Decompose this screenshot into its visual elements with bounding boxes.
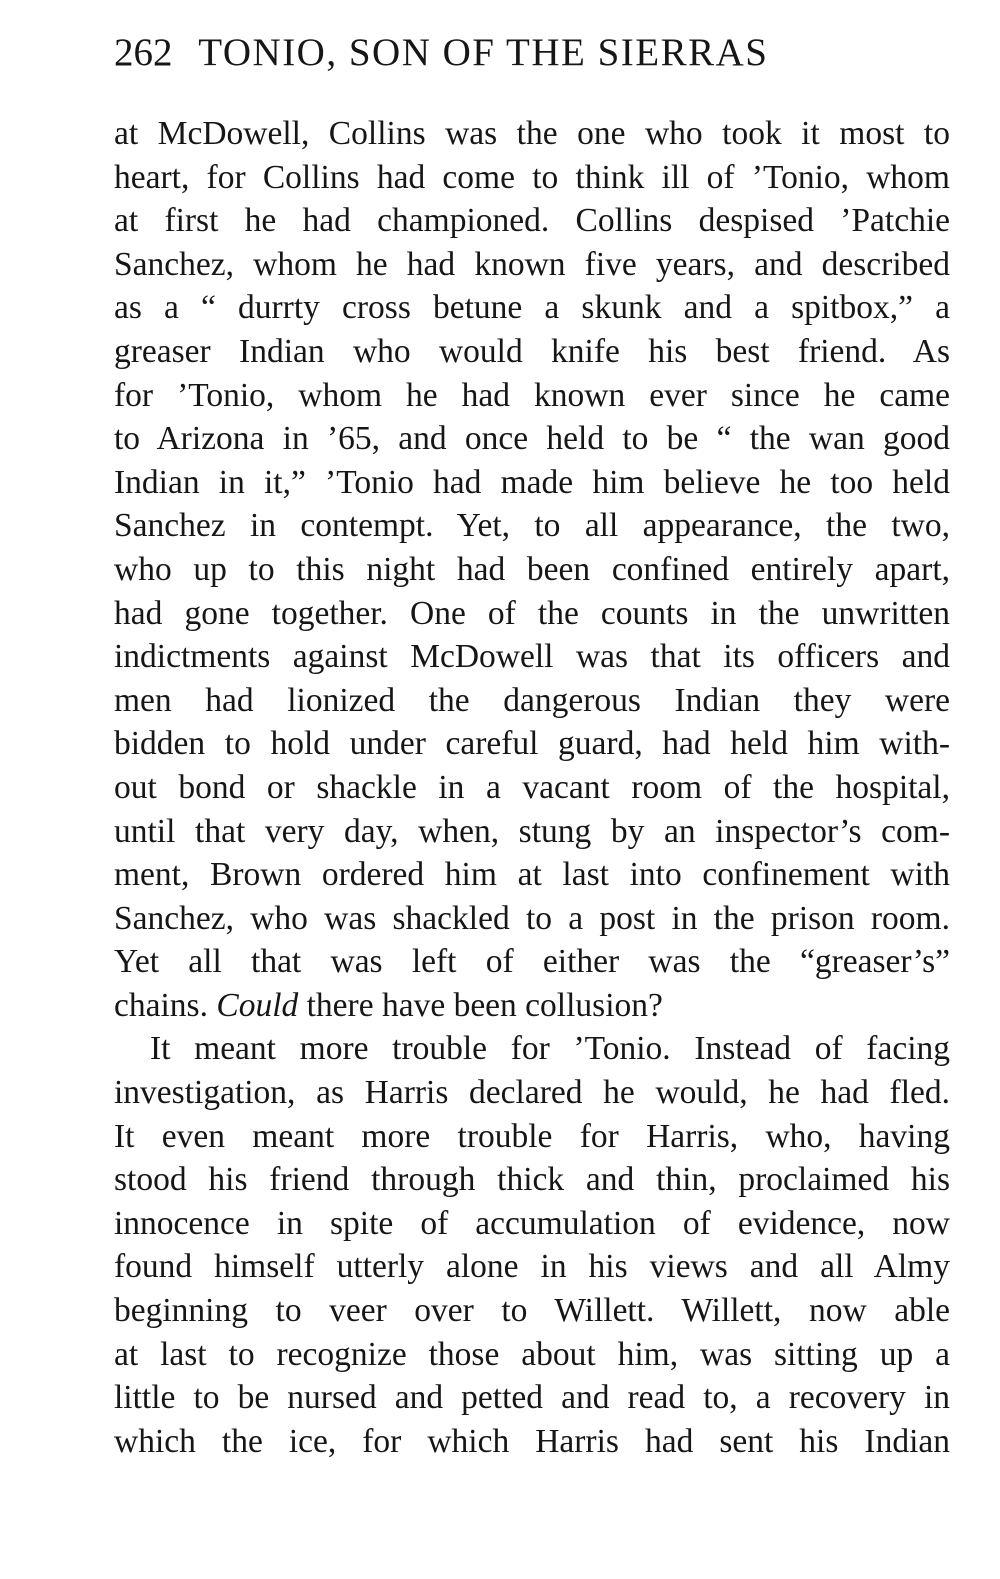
text-line: bidden to hold under careful guard, had held him with-	[114, 725, 950, 763]
text-line: beginning to veer over to Willett. Willett, now able	[114, 1292, 950, 1330]
text-line: stood his friend through thick and thin, proclaimed his	[114, 1161, 950, 1199]
text-line: It meant more trouble for ’Tonio. Instead of facing	[150, 1030, 950, 1068]
text-line: indictments against McDowell was that its officers and	[114, 638, 950, 676]
running-head: TONIO, SON OF THE SIERRAS	[198, 31, 769, 74]
text-line: which the ice, for which Harris had sent his Indian	[114, 1422, 950, 1460]
text-line: out bond or shackle in a vacant room of the hospital,	[114, 768, 950, 806]
page-number: 262	[114, 31, 173, 74]
text-line: at first he had championed. Collins despised ’Patchie	[114, 202, 950, 240]
text-line: to Arizona in ’65, and once held to be “ the wan good	[114, 420, 950, 458]
emphasized-word: Could	[216, 986, 299, 1024]
page-header	[114, 28, 874, 78]
paragraph-2	[114, 1027, 950, 1463]
paragraph-final-line	[114, 984, 950, 1028]
text-line: investigation, as Harris declared he would, he had fled.	[114, 1074, 950, 1112]
text-line: Sanchez, who was shackled to a post in the prison room.	[114, 899, 950, 937]
text-line: had gone together. One of the counts in the unwritten	[114, 594, 950, 632]
text-line: little to be nursed and petted and read to, a recovery in	[114, 1379, 950, 1417]
text-line: found himself utterly alone in his views and all Almy	[114, 1248, 950, 1286]
body-text	[114, 112, 950, 1463]
text-line: ment, Brown ordered him at last into confinement with	[114, 856, 950, 894]
text-line: heart, for Collins had come to think ill of ’Tonio, whom	[114, 158, 950, 196]
text-line: at last to recognize those about him, was sitting up a	[114, 1335, 950, 1373]
text-line: Sanchez, whom he had known five years, and described	[114, 245, 950, 283]
text-segment: chains.	[114, 986, 217, 1024]
text-line: men had lionized the dangerous Indian they were	[114, 681, 950, 719]
text-segment: there have been collusion?	[298, 986, 663, 1024]
text-line: Yet all that was left of either was the “greaser’s”	[114, 943, 950, 981]
text-line: It even meant more trouble for Harris, who, having	[114, 1117, 950, 1155]
text-line: innocence in spite of accumulation of evidence, now	[114, 1204, 950, 1242]
text-line: until that very day, when, stung by an inspector’s com-	[114, 812, 950, 850]
text-line: greaser Indian who would knife his best friend. As	[114, 332, 950, 370]
paragraph-1	[114, 112, 950, 1027]
text-line: as a “ durrty cross betune a skunk and a spitbox,” a	[114, 289, 950, 327]
text-line: Indian in it,” ’Tonio had made him believe he too held	[114, 463, 950, 501]
text-line: who up to this night had been confined entirely apart,	[114, 550, 950, 588]
text-line: at McDowell, Collins was the one who took it most to	[114, 115, 950, 152]
text-line: for ’Tonio, whom he had known ever since he came	[114, 376, 950, 414]
text-line: Sanchez in contempt. Yet, to all appearance, the two,	[114, 507, 950, 545]
